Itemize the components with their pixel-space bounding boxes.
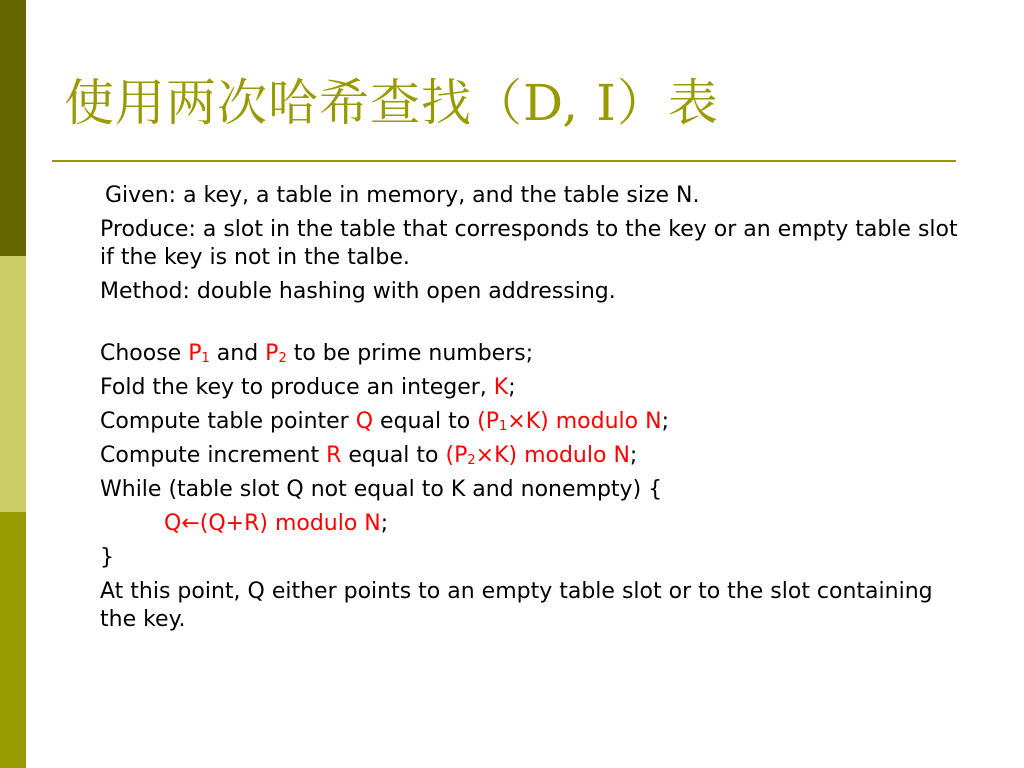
increment-expression: $(P_2\times K)$ modulo N: [445, 443, 630, 468]
closing-brace: }: [100, 545, 114, 570]
pointer-line: Compute table pointer Q equal to $(P_1\times K)$ modulo N;: [100, 409, 669, 434]
side-bar-top: [0, 0, 26, 256]
side-bar-bottom: [0, 512, 26, 768]
title-divider: [52, 160, 956, 162]
given-line: Given: a key, a table in memory, and the table size N.: [105, 183, 700, 208]
slide-title: 使用两次哈希查找（D, I）表: [64, 74, 719, 132]
side-bar-middle: [0, 256, 26, 512]
slide-body: [100, 182, 960, 634]
update-expression: Q←(Q+R) modulo N: [164, 511, 381, 536]
conclusion-line: At this point, Q either points to an empty table slot or to the slot containing the key.: [100, 579, 933, 632]
k-symbol: K: [493, 375, 509, 400]
p1-symbol: $P_1$: [188, 341, 210, 366]
pointer-expression: $(P_1\times K)$ modulo N: [477, 409, 662, 434]
fold-line: Fold the key to produce an integer, K;: [100, 375, 516, 400]
r-symbol: R: [326, 443, 342, 468]
choose-line: Choose $P_1$ and $P_2$ to be prime numbers;: [100, 341, 534, 366]
method-line: Method: double hashing with open addressing.: [100, 279, 616, 304]
update-line: Q←(Q+R) modulo N;: [164, 511, 389, 536]
p2-symbol: $P_2$: [265, 341, 287, 366]
q-symbol: Q: [355, 409, 374, 434]
while-line: While (table slot Q not equal to K and nonempty) {: [100, 477, 663, 502]
produce-line: Produce: a slot in the table that corresponds to the key or an empty table slot if the key is not in the talbe.: [100, 217, 958, 270]
increment-line: Compute increment R equal to $(P_2\times K)$ modulo N;: [100, 443, 638, 468]
